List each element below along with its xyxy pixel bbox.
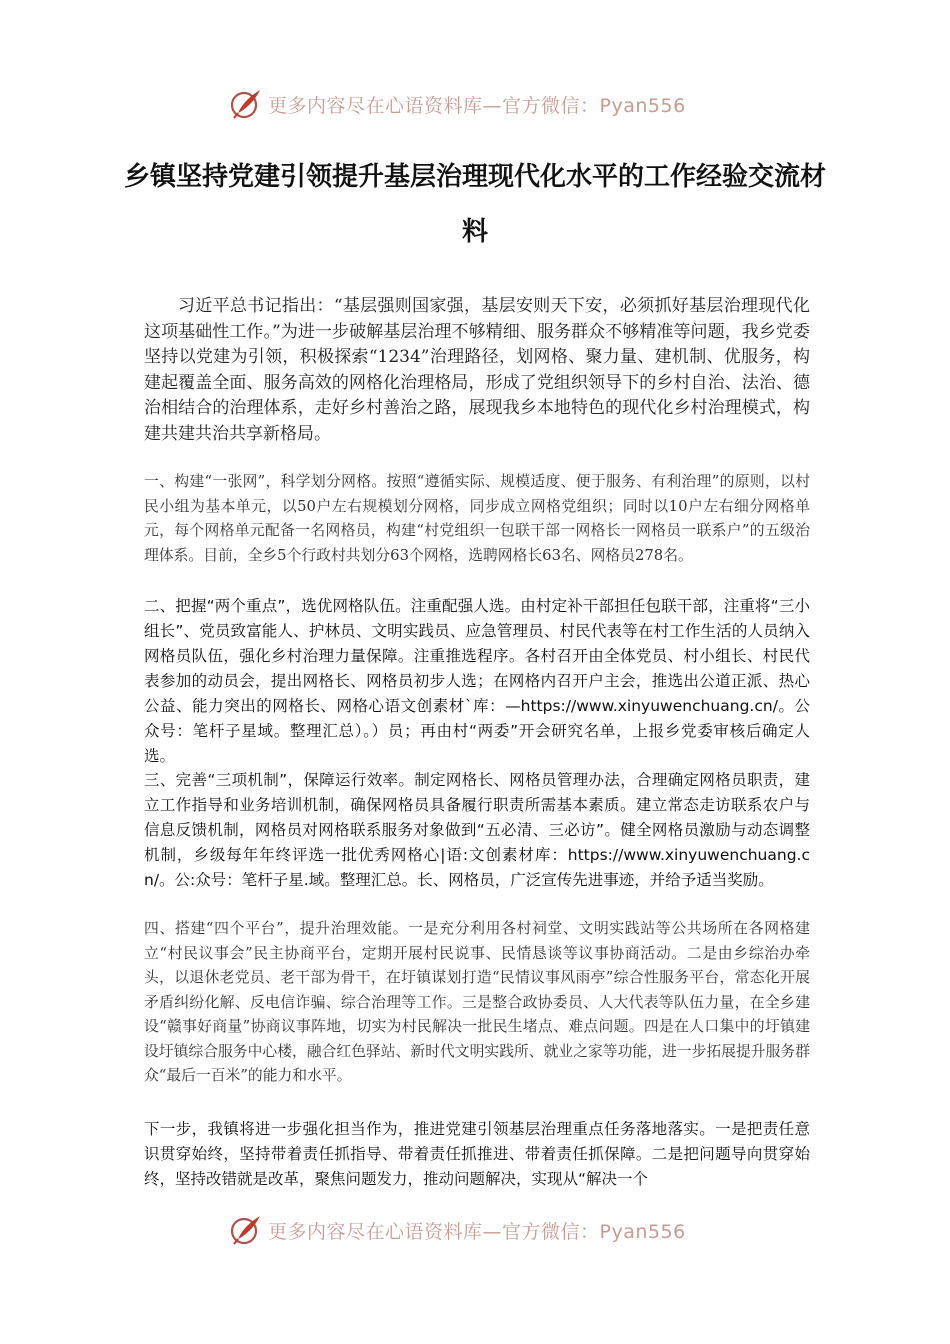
section-3-paragraph: 三、完善“三项机制”，保障运行效率。制定网格长、网格员管理办法，合理确定网格员职责，建立工作指导和业务培训机制，确保网格员具备履行职责所需基本素质。建立常态走访联系农户与信息反馈机制，网格员对网格联系服务对象做到“五必清、三必访”。健全网格员激励与动态调整机制，乡级每年年终评选一批优秀网格心|语:文创素材库：https://www.xinyuwenchuang.cn/。公:众号：笔杆子星.域。整理汇总。长、网格员，广泛宣传先进事迹，并给予适当奖励。 [144, 771, 810, 889]
quill-logo-icon [228, 86, 264, 122]
intro-paragraph: 习近平总书记指出：“基层强则国家强，基层安则天下安，必须抓好基层治理现代化这项基础性工作。”为进一步破解基层治理不够精细、服务群众不够精准等问题，我乡党委坚持以党建为引领，积极探索“1234”治理路径，划网格、聚力量、建机制、优服务，构建起覆盖全面、服务高效的网格化治理格局，形成了党组织领导下的乡村自治、法治、德治相结合的治理体系，走好乡村善治之路，展现我乡本地特色的现代化乡村治理模式，构建共建共治共享新格局。 [144, 296, 810, 444]
banner-text: 更多内容尽在心语资料库—官方微信：Pyan556 [268, 94, 686, 117]
next-steps-paragraph: 下一步，我镇将进一步强化担当作为，推进党建引领基层治理重点任务落地落实。一是把责任意识贯穿始终，坚持带着责任抓指导、带着责任抓推进、带着责任抓保障。二是把问题导向贯穿始终，坚持改错就是改革，聚焦问题发力，推动问题解决，实现从“解决一个 [144, 1120, 810, 1188]
document-title: 乡镇坚持党建引领提升基层治理现代化水平的工作经验交流材料 [123, 162, 826, 247]
section-1-paragraph: 一、构建“一张网”，科学划分网格。按照“遵循实际、规模适度、便于服务、有利治理”的原则，以村民小组为基本单元，以50户左右规模划分网格，同步成立网格党组织；同时以10户左右细分网格单元，每个网格单元配备一名网格员，构建“村党组织一包联干部一网格长一网格员一联系户”的五级治理体系。目前，全乡5个行政村共划分63个网格，选聘网格长63名、网格员278名。 [144, 473, 810, 564]
quill-logo-icon [228, 1212, 264, 1248]
banner-text: 更多内容尽在心语资料库—官方微信：Pyan556 [268, 1220, 686, 1243]
header-banner [228, 84, 748, 124]
section-4-paragraph: 四、搭建“四个平台”，提升治理效能。一是充分利用各村祠堂、文明实践站等公共场所在各网格建立“村民议事会”民主协商平台，定期开展村民说事、民情恳谈等议事协商活动。二是由乡综治办牵头，以退休老党员、老干部为骨干，在圩镇谋划打造“民情议事风雨亭”综合性服务平台，常态化开展矛盾纠纷化解、反电信诈骗、综合治理等工作。三是整合政协委员、人大代表等队伍力量，在全乡建设“赣事好商量”协商议事阵地，切实为村民解决一批民生堵点、难点问题。四是在人口集中的圩镇建设圩镇综合服务中心楼，融合红色驿站、新时代文明实践所、就业之家等功能，进一步拓展提升服务群众“最后一百米”的能力和水平。 [144, 920, 810, 1084]
section-2-paragraph: 二、把握“两个重点”，选优网格队伍。注重配强人选。由村定补干部担任包联干部，注重将“三小组长”、党员致富能人、护林员、文明实践员、应急管理员、村民代表等在村工作生活的人员纳入网格员队伍，强化乡村治理力量保障。注重推选程序。各村召开由全体党员、村小组长、村民代表参加的动员会，提出网格长、网格员初步人选；在网格内召开户主会，推选出公道正派、热心公益、能力突出的网格长、网格心语文创素材`库：—https://www.xinyuwenchuang.cn/。公众号：笔杆子星域。整理汇总）。）员；再由村“两委”开会研究名单，上报乡党委审核后确定人选。 [144, 597, 810, 765]
footer-banner [228, 1210, 748, 1250]
